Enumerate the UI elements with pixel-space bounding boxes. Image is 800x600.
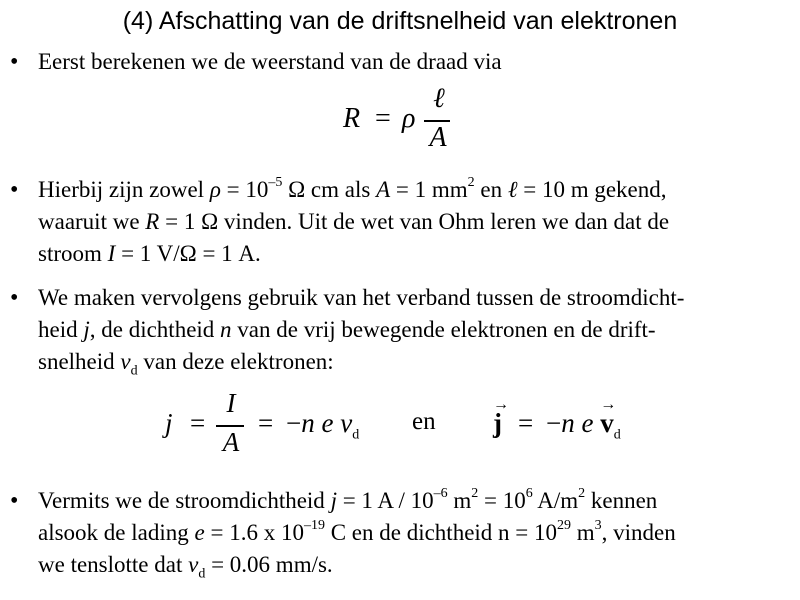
bullet-dot: • bbox=[10, 488, 19, 514]
eq2-j: j bbox=[165, 408, 173, 438]
vector-arrow: → bbox=[600, 396, 617, 413]
bullet-2-text: Hierbij zijn zowel $\rho = 10^{-5}$ Ω cm als A = 1 $mm^2$ en ℓ = 10 m gekend, waaruit we R = 1 Ω vinden. Uit de wet van Ohm leren we dan dat de stroom I = 1 V/Ω = 1 A. bbox=[38, 175, 670, 266]
vector-arrow: → bbox=[493, 396, 509, 413]
eq2-rhs: −n e $v_d$ bbox=[286, 408, 360, 443]
eq1-numerator: ℓ bbox=[433, 83, 445, 114]
bullet-dot: • bbox=[10, 285, 19, 311]
eq2-equals-c: = bbox=[518, 408, 534, 438]
eq2-vector-j: → j bbox=[493, 396, 509, 438]
eq2-vector-rhs: −n e → $v_d$ bbox=[546, 396, 621, 443]
slide-title: (4) Afschatting van de driftsnelheid van elektronen bbox=[122, 7, 678, 35]
eq1-rho: ρ bbox=[402, 103, 416, 134]
eq2-conjunction: en bbox=[412, 408, 436, 435]
eq2-denominator: A bbox=[222, 427, 240, 457]
eq2-numerator: I bbox=[226, 388, 236, 418]
eq1-equals: = bbox=[375, 103, 391, 134]
eq1-lhs: R bbox=[343, 103, 361, 134]
bullet-dot: • bbox=[10, 49, 19, 75]
bullet-1-text: Eerst berekenen we de weerstand van de draad via bbox=[38, 49, 502, 74]
eq1-denominator: A bbox=[429, 122, 447, 153]
eq2-equals-a: = bbox=[190, 408, 206, 438]
bullet-dot: • bbox=[10, 177, 19, 203]
bullet-4-text: Vermits we de stroomdichtheid j = 1 A / $10^{-6}$ $m^2 = 10^6$ $A/m^2$ kennen alsook de lading e = 1.6 x $10^{-19}$ C en de dichtheid $n = 10^{29}$ $m^3$, vinden we tenslotte dat $v_d = 0.06$ mm/s. bbox=[38, 486, 676, 582]
bullet-3-text: We maken vervolgens gebruik van het verband tussen de stroomdicht- heid j, de dichtheid n van de vrij bewegende elektronen en de drift- snelheid $v_d$ van deze elektronen: bbox=[38, 285, 685, 379]
eq2-equals-b: = bbox=[258, 408, 274, 438]
